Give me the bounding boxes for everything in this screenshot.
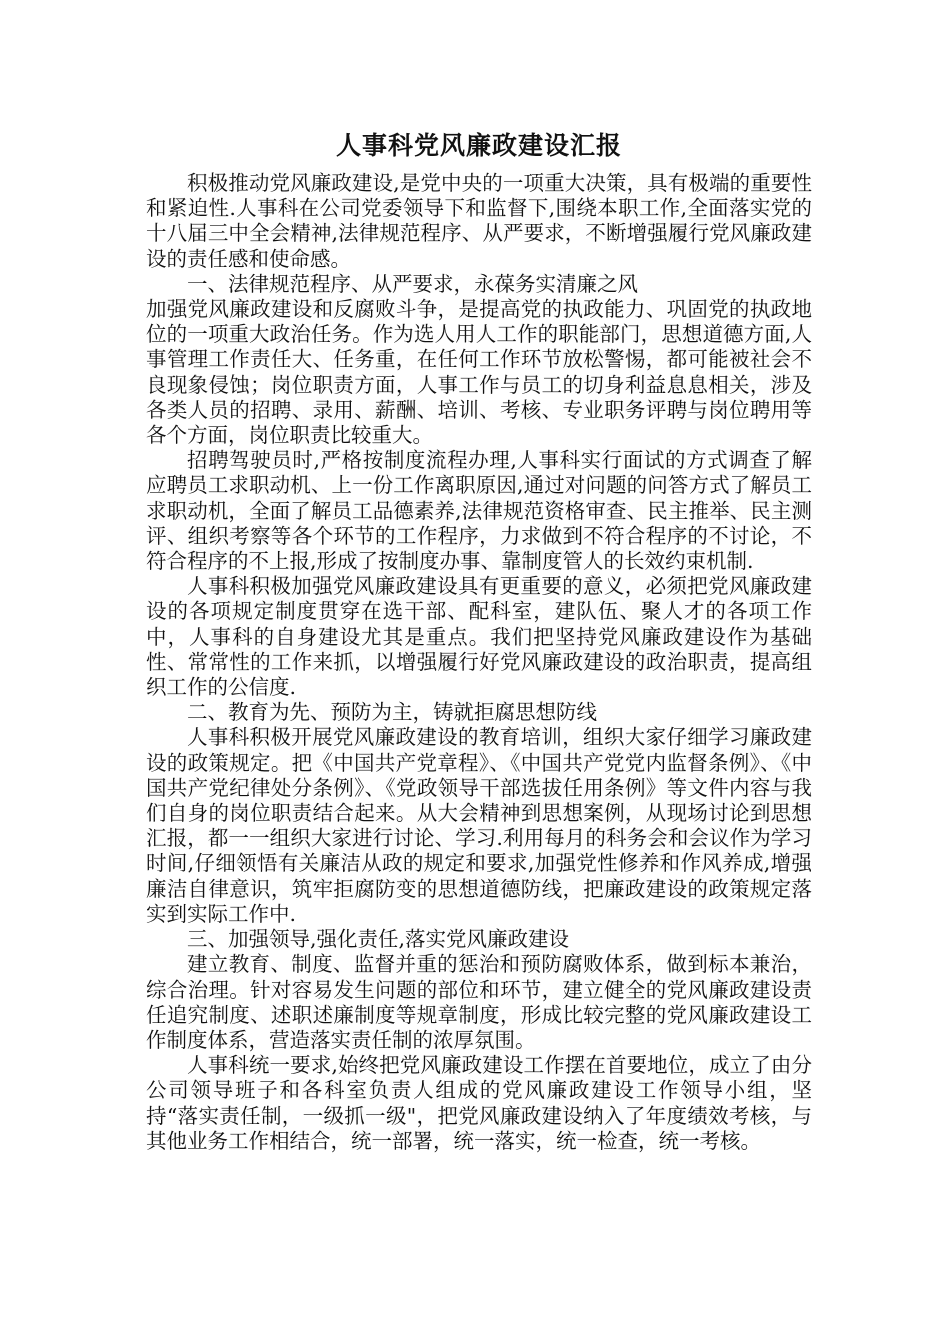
section-2-paragraph-1: 人事科积极开展党风廉政建设的教育培训，组织大家仔细学习廉政建设的政策规定。把《中国共产党章程》、《中国共产党党内监督条例》、《中国共产党纪律处分条例》、《党政领导干部选拔任用条例》等文件内容与我们自身的岗位职责结合起来。从大会精神到思想案例，从现场讨论到思想汇报，都一一组织大家进行讨论、学习.利用每月的科务会和会议作为学习时间,仔细领悟有关廉洁从政的规定和要求,加强党性修养和作风养成,增强廉洁自律意识，筑牢拒腐防变的思想道德防线，把廉政建设的政策规定落实到实际工作中. <box>146 725 812 926</box>
intro-paragraph: 积极推动党风廉政建设,是党中央的一项重大决策，具有极端的重要性和紧迫性.人事科在公司党委领导下和监督下,围绕本职工作,全面落实党的十八届三中全会精神,法律规范程序、从严要求，不断增强履行党风廉政建设的责任感和使命感。 <box>146 171 812 271</box>
document-page <box>146 128 812 1154</box>
section-1-paragraph-3: 人事科积极加强党风廉政建设具有更重要的意义，必须把党风廉政建设的各项规定制度贯穿在选干部、配科室，建队伍、聚人才的各项工作中，人事科的自身建设尤其是重点。我们把坚持党风廉政建设作为基础性、常常性的工作来抓，以增强履行好党风廉政建设的政治职责，提高组织工作的公信度. <box>146 574 812 700</box>
section-1-paragraph-1: 加强党风廉政建设和反腐败斗争，是提高党的执政能力、巩固党的执政地位的一项重大政治任务。作为选人用人工作的职能部门，思想道德方面,人事管理工作责任大、任务重，在任何工作环节放松警惕，都可能被社会不良现象侵蚀；岗位职责方面，人事工作与员工的切身利益息息相关，涉及各类人员的招聘、录用、薪酬、培训、考核、专业职务评聘与岗位聘用等各个方面，岗位职责比较重大。 <box>146 297 812 448</box>
section-heading-2: 二、教育为先、预防为主，铸就拒腐思想防线 <box>187 700 597 725</box>
section-heading-3: 三、加强领导,强化责任,落实党风廉政建设 <box>187 927 570 952</box>
section-3-paragraph-2: 人事科统一要求,始终把党风廉政建设工作摆在首要地位，成立了由分公司领导班子和各科室负责人组成的党风廉政建设工作领导小组，坚持“落实责任制，一级抓一级"，把党风廉政建设纳入了年度绩效考核，与其他业务工作相结合，统一部署，统一落实，统一检查，统一考核。 <box>146 1053 812 1153</box>
section-1-paragraph-2: 招聘驾驶员时,严格按制度流程办理,人事科实行面试的方式调查了解应聘员工求职动机、上一份工作离职原因,通过对问题的问答方式了解员工求职动机，全面了解员工品德素养,法律规范资格审查、民主推举、民主测评、组织考察等各个环节的工作程序，力求做到不符合程序的不讨论，不符合程序的不上报,形成了按制度办事、靠制度管人的长效约束机制. <box>146 448 812 574</box>
section-3-paragraph-1: 建立教育、制度、监督并重的惩治和预防腐败体系，做到标本兼治，综合治理。针对容易发生问题的部位和环节，建立健全的党风廉政建设责任追究制度、述职述廉制度等规章制度，形成比较完整的党风廉政建设工作制度体系，营造落实责任制的浓厚氛围。 <box>146 952 812 1052</box>
document-title: 人事科党风廉政建设汇报 <box>335 131 622 160</box>
section-heading-1: 一、法律规范程序、从严要求，永葆务实清廉之风 <box>187 271 638 296</box>
